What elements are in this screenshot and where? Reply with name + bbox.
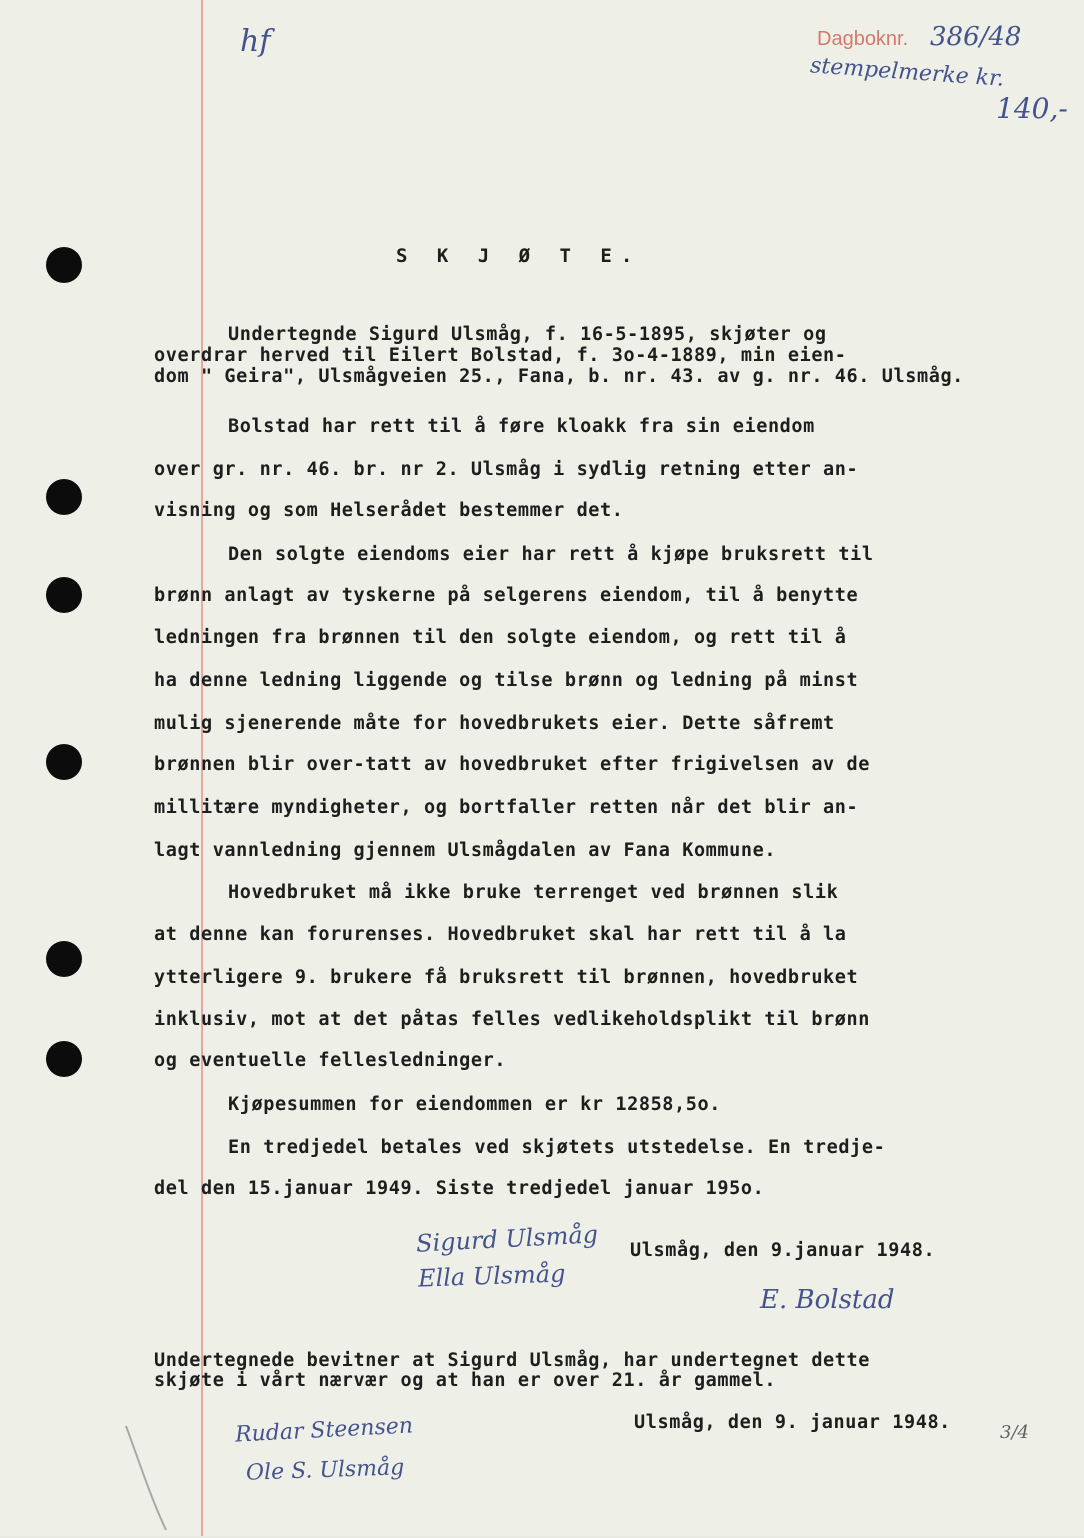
witness-statement-line: Undertegnede bevitner at Sigurd Ulsmåg, har undertegnet dette: [154, 1350, 871, 1371]
dagbok-stamp: Dagboknr.: [817, 28, 909, 50]
witness-date-line: Ulsmåg, den 9. januar 1948.: [634, 1412, 951, 1433]
text-line: millitære myndigheter, og bortfaller retten når det blir an-: [154, 797, 859, 818]
text-line: ledningen fra brønnen til den solgte eiendom, og rett til å: [154, 627, 847, 648]
text-line: ha denne ledning liggende og tilse brønn og ledning på minst: [154, 670, 859, 691]
text-line: over gr. nr. 46. br. nr 2. Ulsmåg i sydlig retning etter an-: [154, 459, 859, 480]
text-line: og eventuelle fellesledninger.: [154, 1050, 507, 1071]
binder-hole: [46, 479, 82, 515]
text-line: dom " Geira", Ulsmågveien 25., Fana, b. nr. 43. av g. nr. 46. Ulsmåg.: [154, 366, 964, 387]
text-line: mulig sjenerende måte for hovedbrukets eier. Dette såfremt: [154, 713, 835, 734]
fee-amount: 140,-: [996, 92, 1068, 125]
purchase-price-line: Kjøpesummen for eiendommen er kr 12858,5o.: [228, 1094, 721, 1115]
binder-hole: [46, 247, 82, 283]
text-line: Hovedbruket må ikke bruke terrenget ved brønnen slik: [228, 882, 839, 903]
corner-mark: 3/4: [1000, 1422, 1029, 1443]
binder-hole: [46, 1041, 82, 1077]
text-line: En tredjedel betales ved skjøtets utstedelse. En tredje-: [228, 1137, 886, 1158]
binder-hole: [46, 744, 82, 780]
text-line: Den solgte eiendoms eier har rett å kjøpe bruksrett til: [228, 544, 874, 565]
binder-hole: [46, 577, 82, 613]
witness-statement-line: skjøte i vårt nærvær og at han er over 21. år gammel.: [154, 1370, 777, 1391]
text-line: ytterligere 9. brukere få bruksrett til brønnen, hovedbruket: [154, 967, 859, 988]
seller-signature: Ella Ulsmåg: [417, 1259, 566, 1293]
text-line: Bolstad har rett til å føre kloakk fra sin eiendom: [228, 416, 815, 437]
text-line: brønnen blir over-tatt av hovedbruket efter frigivelsen av de: [154, 754, 871, 775]
witness-signature: Rudar Steensen: [234, 1413, 414, 1448]
text-line: inklusiv, mot at det påtas felles vedlikeholdsplikt til brønn: [154, 1009, 871, 1030]
text-line: Undertegnde Sigurd Ulsmåg, f. 16-5-1895, skjøter og: [228, 324, 827, 345]
pencil-stroke-mark: [120, 1418, 180, 1538]
text-line: at denne kan forurenses. Hovedbruket skal har rett til å la: [154, 924, 847, 945]
text-line: visning og som Helserådet bestemmer det.: [154, 500, 624, 521]
document-title: S K J Ø T E.: [396, 245, 642, 267]
seller-signature: Sigurd Ulsmåg: [415, 1220, 599, 1258]
buyer-signature: E. Bolstad: [760, 1285, 895, 1315]
text-line: brønn anlagt av tyskerne på selgerens eiendom, til å benytte: [154, 585, 859, 606]
text-line: lagt vannledning gjennem Ulsmågdalen av Fana Kommune.: [154, 840, 777, 861]
dagbok-number: 386/48: [930, 22, 1022, 52]
place-date-line: Ulsmåg, den 9.januar 1948.: [630, 1240, 936, 1261]
fee-note: stempelmerke kr.: [809, 53, 1005, 92]
witness-signature: Ole S. Ulsmåg: [245, 1455, 405, 1486]
text-line: del den 15.januar 1949. Siste tredjedel januar 195o.: [154, 1178, 765, 1199]
text-line: overdrar herved til Eilert Bolstad, f. 3o-4-1889, min eien-: [154, 345, 847, 366]
initials-mark: hf: [240, 24, 271, 59]
binder-hole: [46, 941, 82, 977]
